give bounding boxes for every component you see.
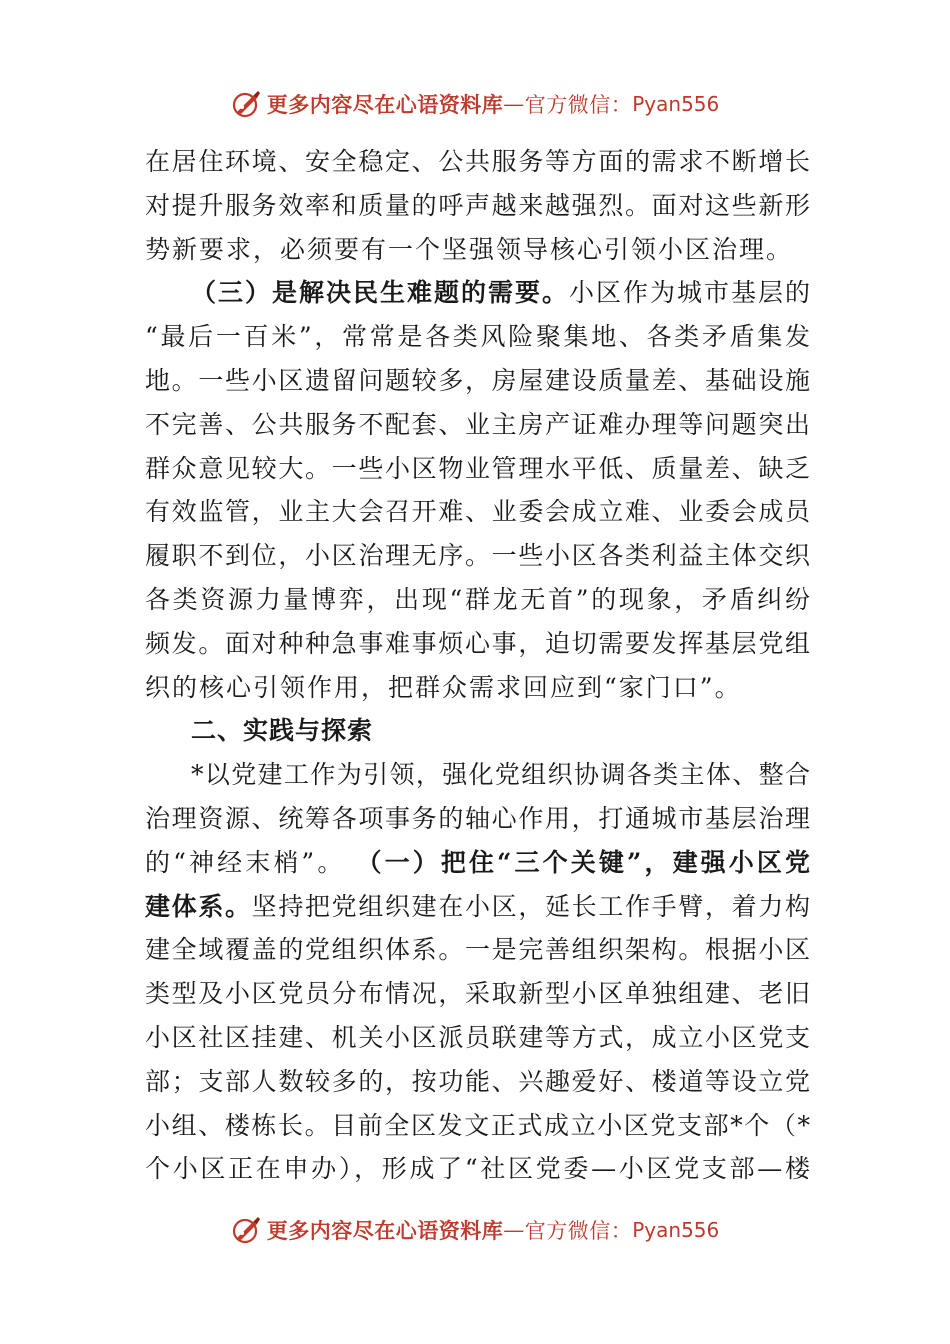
- text-run: 个小区正在申办），形成了“社区党委—小区党支部—楼: [145, 1154, 810, 1184]
- text-line: [145, 490, 810, 534]
- watermark-header: [0, 84, 950, 124]
- watermark-separator: —: [503, 92, 525, 116]
- watermark-wechat-label: 官方微信：: [524, 1219, 633, 1243]
- text-run: 频发。面对种种急事难事烦心事，迫切需要发挥基层党组: [145, 628, 810, 658]
- text-line: [145, 403, 810, 447]
- watermark-wechat-label: 官方微信：: [524, 93, 633, 117]
- text-run: 群众意见较大。一些小区物业管理水平低、质量差、缺乏: [145, 453, 810, 483]
- text-line: [145, 447, 810, 491]
- text-line: [145, 666, 810, 710]
- watermark-library-text: 更多内容尽在心语资料库: [266, 92, 504, 117]
- watermark-wechat-id: Pyan556: [632, 92, 720, 116]
- text-run: 各类资源力量博弈，出现“群龙无首”的现象，矛盾纠纷: [145, 584, 810, 614]
- text-run: 二、实践与探索: [191, 716, 374, 746]
- text-run: 织的核心引领作用，把群众需求回应到“家门口”。: [145, 672, 742, 702]
- bold-phrase: 建体系。: [145, 891, 252, 921]
- text-run: 不完善、公共服务不配套、业主房产证难办理等问题突出: [145, 409, 810, 439]
- text-line: [145, 841, 810, 885]
- text-run: 履职不到位，小区治理无序。一些小区各类利益主体交织: [145, 541, 810, 571]
- text-run: 类型及小区党员分布情况，采取新型小区单独组建、老旧: [145, 979, 810, 1009]
- watermark-footer: [0, 1210, 950, 1250]
- text-line: [145, 534, 810, 578]
- text-line: [145, 140, 810, 184]
- text-line: [145, 753, 810, 797]
- text-line: [145, 1104, 810, 1148]
- text-run: 小组、楼栋长。目前全区发文正式成立小区党支部*个（*: [145, 1110, 810, 1140]
- text-line: [145, 928, 810, 972]
- text-line: [145, 271, 810, 315]
- text-line: [145, 1016, 810, 1060]
- text-run: 小区社区挂建、机关小区派员联建等方式，成立小区党支: [145, 1022, 810, 1052]
- text-run: 小区作为城市基层的: [568, 278, 810, 308]
- watermark-wechat-id: Pyan556: [632, 1218, 720, 1242]
- pen-logo-icon: [231, 1214, 263, 1246]
- text-line: [145, 972, 810, 1016]
- text-run: 势新要求，必须要有一个坚强领导核心引领小区治理。: [145, 234, 794, 264]
- text-line: [145, 885, 810, 929]
- text-run: 的“神经末梢”。: [145, 847, 357, 877]
- pen-logo-icon: [231, 88, 263, 120]
- text-run: 有效监管，业主大会召开难、业委会成立难、业委会成员: [145, 497, 810, 527]
- text-line: [145, 797, 810, 841]
- text-run: 部；支部人数较多的，按功能、兴趣爱好、楼道等设立党: [145, 1066, 810, 1096]
- text-line: [145, 622, 810, 666]
- text-line: [145, 315, 810, 359]
- text-line: [145, 1060, 810, 1104]
- bold-phrase: （一）把住“三个关键”，建强小区党: [356, 847, 810, 877]
- text-run: 治理资源、统筹各项事务的轴心作用，打通城市基层治理: [145, 803, 810, 833]
- text-run: 坚持把党组织建在小区，延长工作手臂，着力构: [251, 891, 810, 921]
- text-line: [145, 1147, 810, 1191]
- text-line: [145, 228, 810, 272]
- watermark-separator: —: [503, 1218, 525, 1242]
- text-line: [145, 578, 810, 622]
- text-run: *以党建工作为引领，强化党组织协调各类主体、整合: [191, 760, 810, 790]
- text-run: 在居住环境、安全稳定、公共服务等方面的需求不断增长: [145, 147, 810, 176]
- text-line: [145, 359, 810, 403]
- document-body: [145, 140, 810, 1191]
- text-run: 地。一些小区遗留问题较多，房屋建设质量差、基础设施: [145, 365, 810, 395]
- watermark-library-text: 更多内容尽在心语资料库: [266, 1218, 504, 1243]
- text-run: “最后一百米”，常常是各类风险聚集地、各类矛盾集发: [145, 322, 810, 352]
- bold-phrase: （三）是解决民生难题的需要。: [191, 278, 569, 308]
- text-run: 对提升服务效率和质量的呼声越来越强烈。面对这些新形: [145, 190, 810, 220]
- text-line: [145, 184, 810, 228]
- section-heading: [145, 709, 810, 753]
- text-run: 建全域覆盖的党组织体系。一是完善组织架构。根据小区: [145, 935, 810, 965]
